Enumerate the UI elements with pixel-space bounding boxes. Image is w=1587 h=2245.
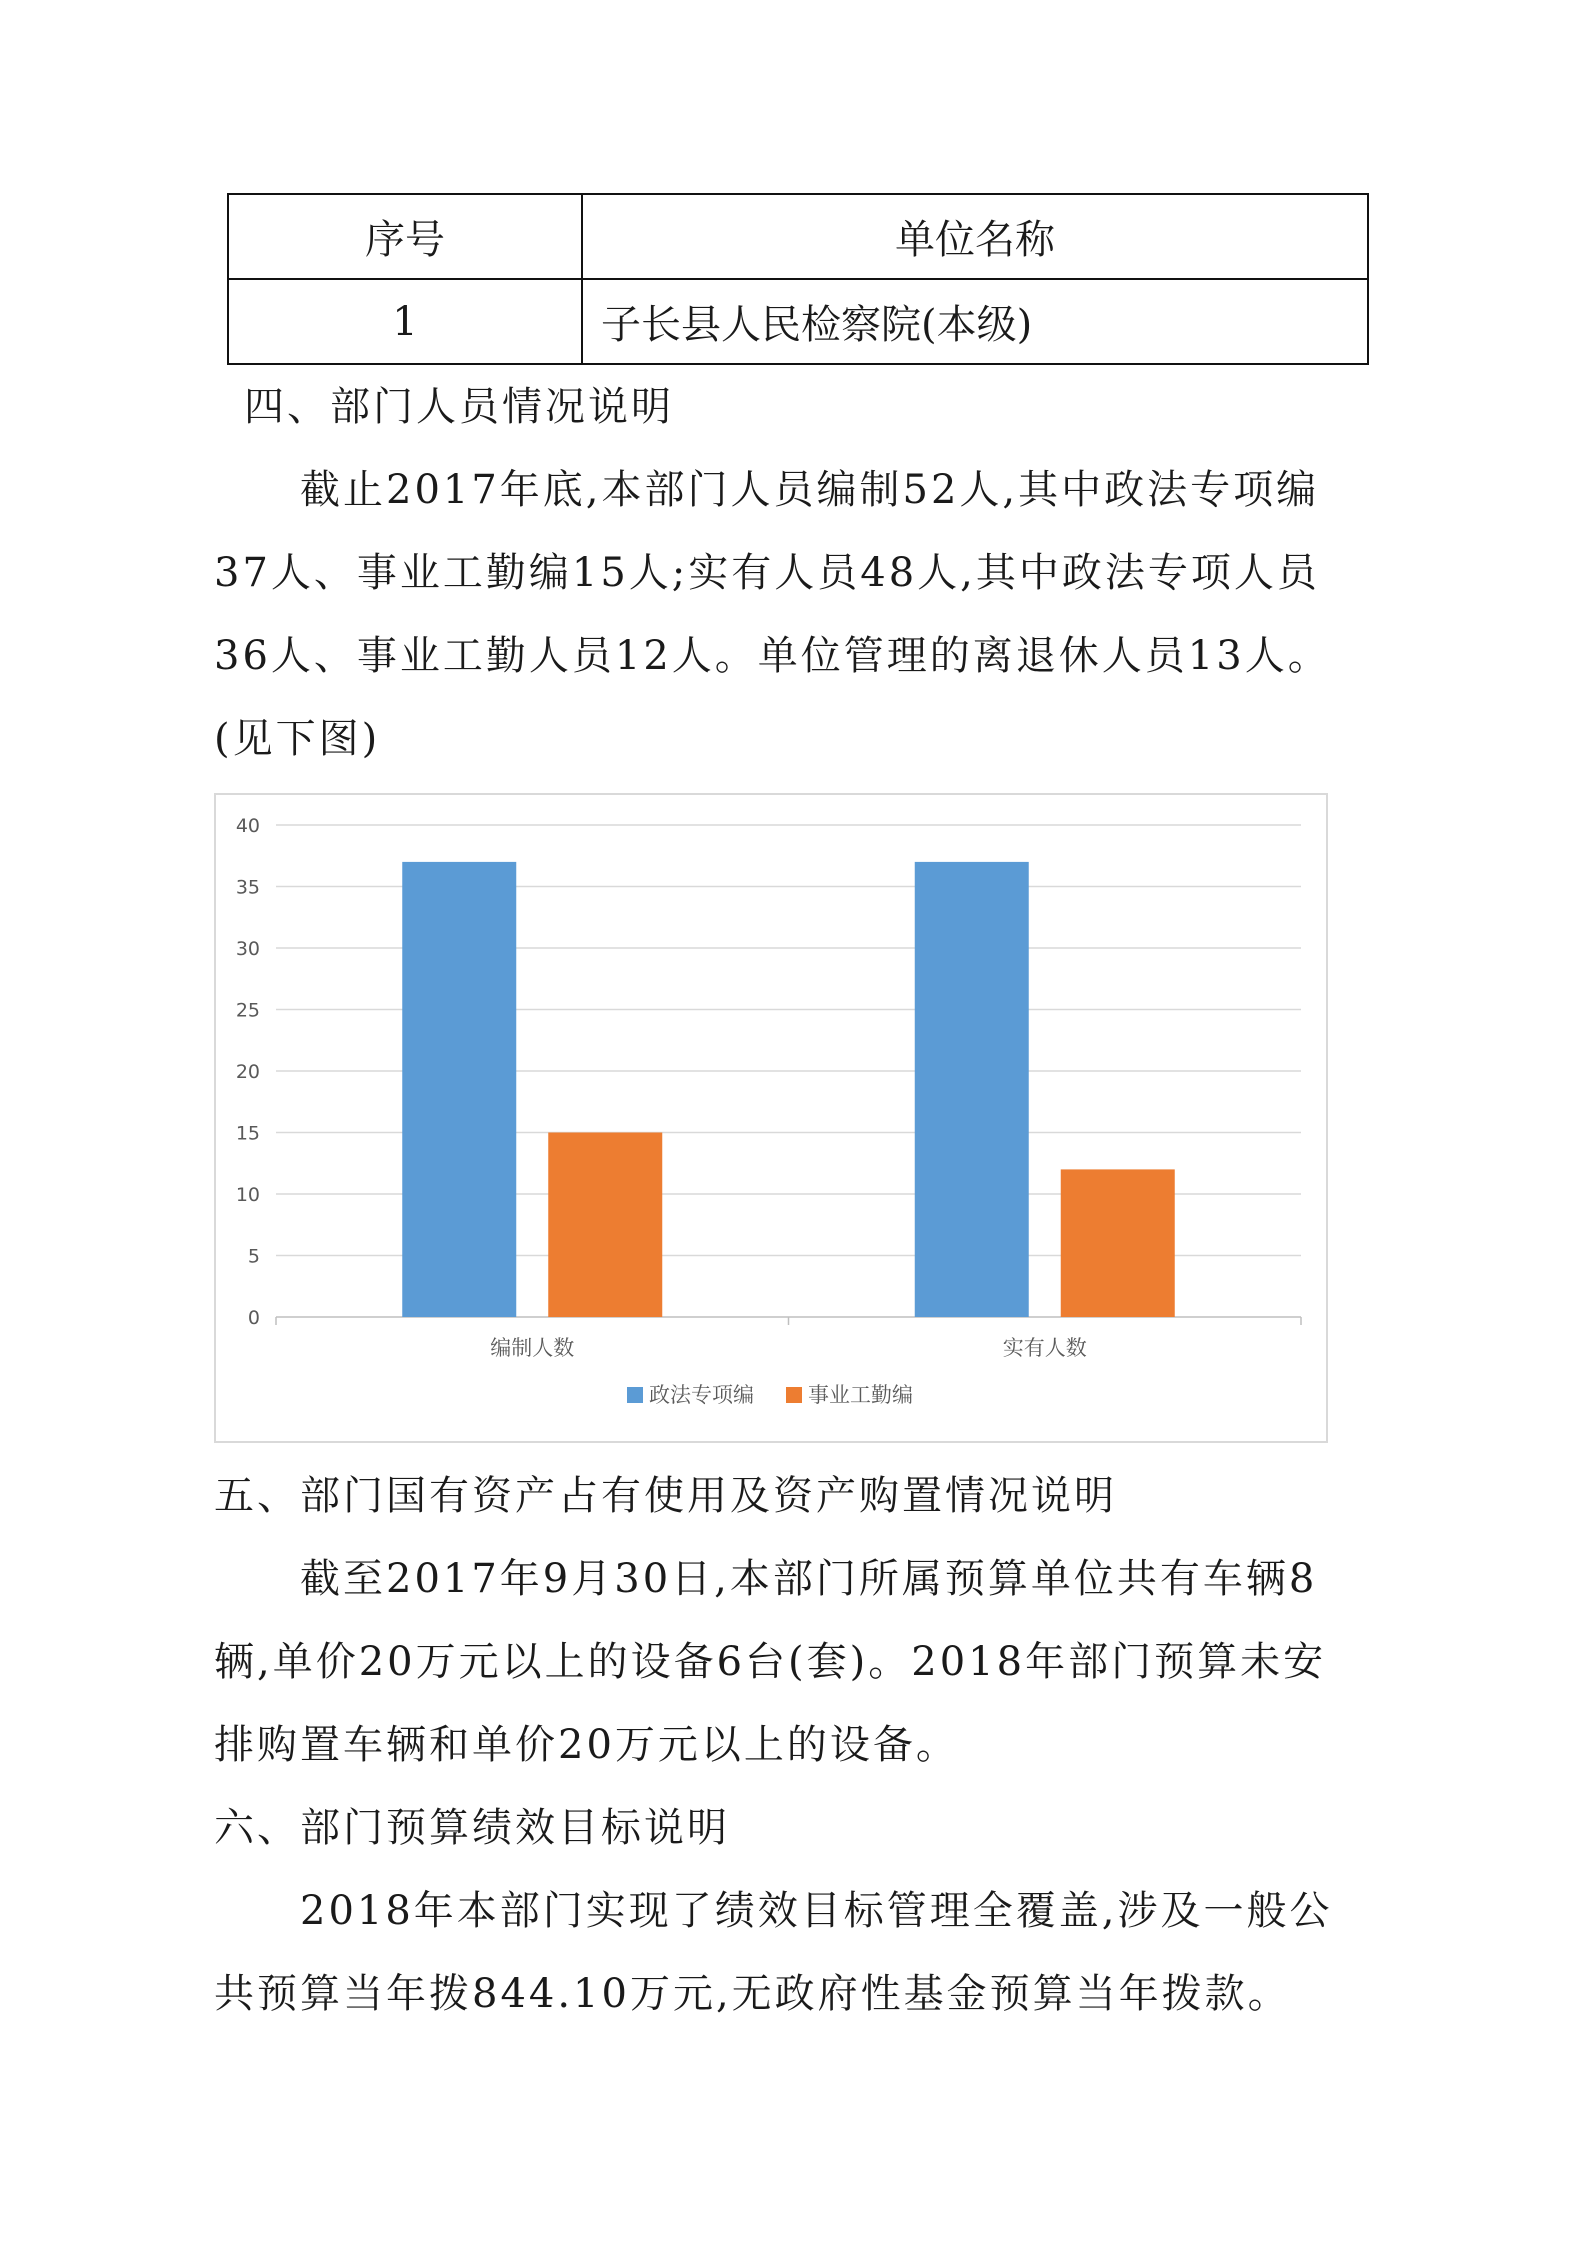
y-tick-label: 30 <box>235 938 260 960</box>
section6-body: 2018年本部门实现了绩效目标管理全覆盖,涉及一般公共预算当年拨844.10万元,无政府性基金预算当年拨款。 <box>214 1888 1333 2017</box>
section6-heading: 六、部门预算绩效目标说明 <box>214 1805 730 1851</box>
y-tick-label: 20 <box>235 1061 260 1083</box>
y-tick-label: 5 <box>247 1245 260 1268</box>
bar-事业工勤编-编制人数 <box>548 1133 662 1318</box>
section5-body: 截至2017年9月30日,本部门所属预算单位共有车辆8辆,单价20万元以上的设备6台(套)。2018年部门预算未安排购置车辆和单价20万元以上的设备。 <box>214 1556 1327 1768</box>
legend-swatch <box>786 1387 802 1403</box>
cell-index: 1 <box>228 279 582 364</box>
y-tick-label: 35 <box>235 876 260 899</box>
bar-政法专项编-编制人数 <box>402 862 516 1317</box>
bar-政法专项编-实有人数 <box>915 862 1029 1317</box>
y-tick-label: 0 <box>247 1307 260 1329</box>
y-tick-label: 15 <box>235 1122 260 1145</box>
bar-事业工勤编-实有人数 <box>1061 1169 1175 1317</box>
legend-label: 事业工勤编 <box>808 1383 913 1407</box>
table-header-row <box>228 194 1368 279</box>
y-tick-label: 10 <box>235 1184 260 1206</box>
x-category-label: 实有人数 <box>1002 1336 1087 1360</box>
section4-heading: 四、部门人员情况说明 <box>244 384 674 430</box>
unit-table <box>227 193 1369 365</box>
table-row <box>228 279 1368 364</box>
y-tick-label: 40 <box>235 815 260 837</box>
header-cell-index: 序号 <box>228 194 582 279</box>
section5-heading: 五、部门国有资产占有使用及资产购置情况说明 <box>214 1473 1117 1519</box>
y-tick-label: 25 <box>235 999 260 1022</box>
x-category-label: 编制人数 <box>490 1336 575 1360</box>
legend-swatch <box>627 1387 643 1403</box>
cell-unit-name: 子长县人民检察院(本级) <box>582 279 1368 364</box>
header-cell-unit-name: 单位名称 <box>582 194 1368 279</box>
section4-body: 截止2017年底,本部门人员编制52人,其中政法专项编37人、事业工勤编15人;实有人员48人,其中政法专项人员36人、事业工勤人员12人。单位管理的离退休人员13人。(见下图) <box>214 467 1331 762</box>
chart-svg <box>216 795 1326 1441</box>
staffing-bar-chart <box>214 793 1328 1443</box>
legend-label: 政法专项编 <box>649 1383 754 1407</box>
